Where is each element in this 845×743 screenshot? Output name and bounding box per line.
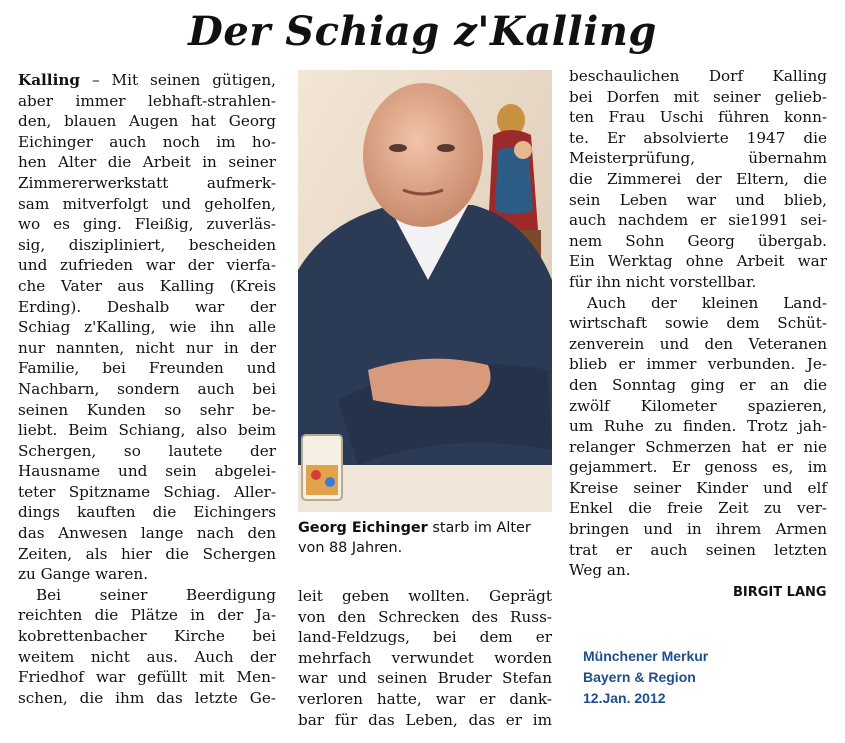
- paragraph-2-cont: [298, 586, 552, 730]
- caption-name: Georg Eichinger: [298, 520, 428, 536]
- text-line: schen, die ihm das letzte Ge-: [18, 688, 276, 707]
- column-2-lines: [298, 586, 552, 730]
- text-line: den, blauen Augen hat Georg: [18, 112, 276, 131]
- headline: Der Schiag z'Kalling: [188, 8, 657, 55]
- text-line: Familie, bei Freunden und: [18, 359, 276, 378]
- paragraph-2-end: [569, 66, 827, 293]
- text-line: gejammert. Er genoss es, im: [569, 458, 827, 477]
- text-line: sig, diszipliniert, bescheiden: [18, 235, 276, 254]
- paragraph-2-lines: [18, 585, 276, 709]
- text-line: seinen Kunden so sehr be-: [18, 400, 276, 419]
- text-line: den Sonntag ging er an die: [569, 375, 827, 394]
- paragraph-2: [18, 585, 276, 709]
- text-line: leit geben wollten. Geprägt: [298, 587, 552, 605]
- text-line: aber immer lebhaft-strahlen-: [18, 91, 276, 110]
- article-column-1: [18, 70, 276, 708]
- text-line: Nachbarn, sondern auch bei: [18, 379, 276, 398]
- text-line: teter Spitzname Schiag. Aller-: [18, 482, 276, 501]
- paragraph-3: [569, 293, 827, 581]
- text-line: war und seinen Bruder Stefan: [298, 669, 552, 688]
- text-line: Auch der kleinen Land-: [587, 293, 827, 312]
- text-line: bar für das Leben, das er im: [298, 710, 552, 729]
- source-section: Bayern & Region: [583, 669, 696, 685]
- source-info: [583, 646, 708, 709]
- source-date: 12.Jan. 2012: [583, 690, 666, 706]
- text-line: von den Schrecken des Russ-: [298, 607, 552, 626]
- text-line: Zeiten, als hier die Schergen: [18, 544, 276, 563]
- text-line: te. Er absolvierte 1947 die: [569, 128, 827, 147]
- text-line: Schergen, so lautete der: [18, 441, 276, 460]
- text-line: verloren hatte, war er dank-: [298, 689, 552, 708]
- text-line: sam mitverfolgt und geholfen,: [18, 194, 276, 213]
- paragraph-1-lines: [18, 91, 276, 585]
- text-line: nur nannten, nicht nur in der: [18, 338, 276, 357]
- author-byline: BIRGIT LANG: [733, 585, 827, 600]
- text-line: beschaulichen Dorf Kalling: [569, 67, 827, 85]
- text-line: nem Sohn Georg übergab.: [569, 231, 827, 250]
- text-line: dings kauften die Eichingers: [18, 503, 276, 522]
- text-line: weitem nicht aus. Auch der: [18, 647, 276, 666]
- photo-caption: [298, 518, 554, 558]
- text-line: Ein Werktag ohne Arbeit war: [569, 252, 827, 271]
- text-line: Eichinger auch noch im ho-: [18, 132, 276, 151]
- portrait-photo: [298, 70, 552, 512]
- source-publication: Münchener Merkur: [583, 648, 709, 664]
- text-line: Hausname und sein abgelei-: [18, 462, 276, 481]
- text-line: zu Gange waren.: [18, 565, 149, 584]
- column-3-p2-lines: [569, 293, 827, 581]
- text-line: liebt. Beim Schiang, also beim: [18, 421, 276, 440]
- text-line: relanger Schmerzen hat er nie: [569, 437, 827, 456]
- text-line: Kreise seiner Kinder und elf: [569, 478, 827, 497]
- glass: [302, 435, 342, 500]
- text-line: wirtschaft sowie dem Schüt-: [569, 314, 827, 333]
- text-line: mehrfach verwundet worden: [298, 648, 552, 667]
- text-line: für ihn nicht vorstellbar.: [569, 272, 757, 291]
- text-line: wo es ging. Fleißig, zuverläs-: [18, 215, 276, 234]
- text-line: die Zimmerei der Eltern, die: [569, 169, 827, 188]
- text-line: und zufrieden war der vierfa-: [18, 256, 276, 275]
- text-line: kobrettenbacher Kirche bei: [18, 627, 276, 646]
- text-line: ten Frau Uschi führen konn-: [569, 108, 827, 127]
- text-line: auch nachdem er sie1991 sei-: [569, 211, 827, 230]
- text-line: sein Leben war und blieb,: [569, 190, 827, 209]
- paragraph-1: [18, 70, 276, 585]
- caption-text: starb im Alter von 88 Jahren.: [298, 520, 531, 556]
- text-line: che Vater aus Kalling (Kreis: [18, 276, 276, 295]
- dateline: Kalling: [18, 71, 81, 89]
- text-line: zwölf Kilometer spazieren,: [569, 396, 827, 415]
- text-line: zenverein und den Veteranen: [569, 334, 827, 353]
- article-column-3: [569, 66, 827, 581]
- text-line: bei Dorfen mit seiner gelieb-: [569, 87, 827, 106]
- text-line: Schiag z'Kalling, wie ihn alle: [18, 318, 276, 337]
- first-line-text: – Mit seinen gütigen,: [80, 71, 276, 89]
- text-line: um Ruhe zu finden. Trotz jah-: [569, 417, 827, 436]
- text-line: trat er auch seinen letzten: [569, 540, 827, 559]
- article-column-2: [298, 586, 552, 730]
- text-line: bringen und in ihrem Armen: [569, 520, 827, 539]
- text-line: Friedhof war gefüllt mit Men-: [18, 668, 276, 687]
- text-line: land-Feldzugs, bei dem er: [298, 628, 552, 647]
- text-line: blieb er immer verbunden. Je-: [569, 355, 827, 374]
- text-line: reichten die Plätze in der Ja-: [18, 606, 276, 625]
- text-line: Zimmererwerkstatt aufmerk-: [18, 173, 276, 192]
- text-line: Erding). Deshalb war der: [18, 297, 276, 316]
- text-line: Enkel die freie Zeit zu ver-: [569, 499, 827, 518]
- text-line: Meisterprüfung, übernahm: [569, 149, 827, 168]
- text-line: hen Alter die Arbeit in seiner: [18, 153, 276, 172]
- portrait-illustration: [298, 70, 552, 512]
- column-3-p1-lines: [569, 66, 827, 293]
- text-line: Bei seiner Beerdigung: [36, 585, 276, 604]
- text-line: das Anwesen lange nach den: [18, 524, 276, 543]
- text-line: Weg an.: [569, 561, 631, 580]
